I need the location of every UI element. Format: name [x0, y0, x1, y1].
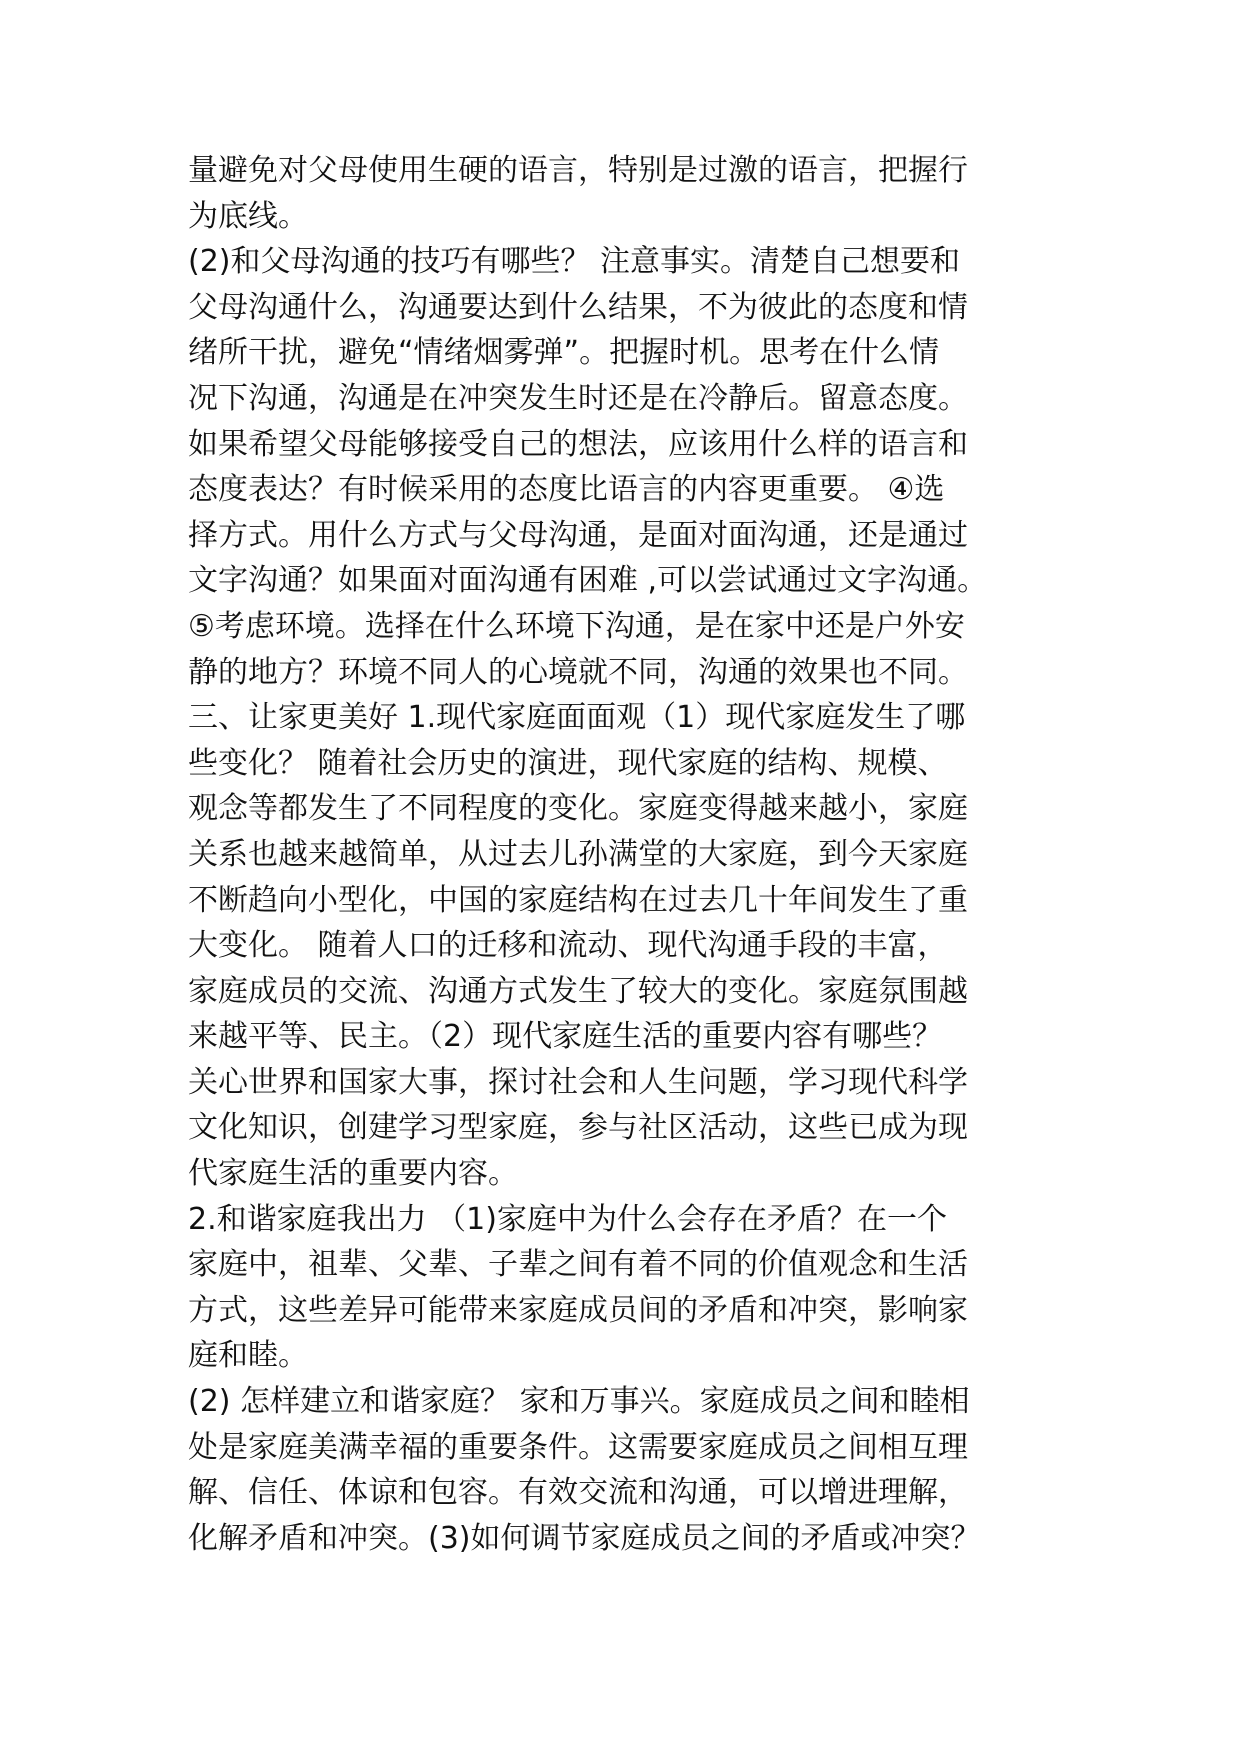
text-line: 些变化？ 随着社会历史的演进，现代家庭的结构、规模、: [188, 745, 948, 781]
text-line: (2)和父母沟通的技巧有哪些？ 注意事实。清楚自己想要和: [188, 244, 961, 280]
text-line: 不断趋向小型化，中国的家庭结构在过去几十年间发生了重: [188, 882, 968, 918]
text-line: 文化知识，创建学习型家庭，参与社区活动，这些已成为现: [188, 1110, 968, 1146]
text-line: 关心世界和国家大事，探讨社会和人生问题，学习现代科学: [188, 1064, 968, 1100]
text-line: 来越平等、民主。（2）现代家庭生活的重要内容有哪些？: [188, 1019, 943, 1055]
text-line: 关系也越来越简单，从过去儿孙满堂的大家庭，到今天家庭: [188, 836, 968, 872]
text-line: 文字沟通？如果面对面沟通有困难 ,可以尝试通过文字沟通。: [188, 563, 988, 599]
document-body: [188, 148, 1068, 1561]
text-line: 家庭中，祖辈、父辈、子辈之间有着不同的价值观念和生活: [188, 1247, 968, 1283]
text-line: 观念等都发生了不同程度的变化。家庭变得越来越小，家庭: [188, 791, 968, 827]
text-line: 如果希望父母能够接受自己的想法，应该用什么样的语言和: [188, 426, 968, 462]
text-line: 2.和谐家庭我出力 （1)家庭中为什么会存在矛盾？在一个: [188, 1201, 947, 1237]
text-line: 庭和睦。: [188, 1338, 308, 1374]
text-line: 为底线。: [188, 198, 308, 234]
text-line: 处是家庭美满幸福的重要条件。这需要家庭成员之间相互理: [188, 1429, 968, 1465]
text-line: 解、信任、体谅和包容。有效交流和沟通，可以增进理解，: [188, 1475, 968, 1511]
text-line: 静的地方？环境不同人的心境就不同，沟通的效果也不同。: [188, 654, 968, 690]
text-line: 家庭成员的交流、沟通方式发生了较大的变化。家庭氛围越: [188, 973, 968, 1009]
text-line: 方式，这些差异可能带来家庭成员间的矛盾和冲突，影响家: [188, 1292, 968, 1328]
text-line: 况下沟通，沟通是在冲突发生时还是在冷静后。留意态度。: [188, 380, 968, 416]
text-line: 择方式。用什么方式与父母沟通，是面对面沟通，还是通过: [188, 517, 968, 553]
text-line: 态度表达？有时候采用的态度比语言的内容更重要。 ④选: [188, 472, 945, 508]
text-line: 父母沟通什么，沟通要达到什么结果，不为彼此的态度和情: [188, 289, 968, 325]
text-line: 量避免对父母使用生硬的语言，特别是过激的语言，把握行: [188, 153, 968, 188]
text-line: ⑤考虑环境。选择在什么环境下沟通，是在家中还是户外安: [188, 608, 965, 644]
text-line: 代家庭生活的重要内容。: [188, 1156, 518, 1192]
text-line: 绪所干扰，避免“情绪烟雾弹”。把握时机。思考在什么情: [188, 335, 940, 371]
text-line: 化解矛盾和冲突。(3)如何调节家庭成员之间的矛盾或冲突？: [188, 1520, 981, 1556]
text-line: (2) 怎样建立和谐家庭？ 家和万事兴。家庭成员之间和睦相: [188, 1384, 970, 1420]
text-line: 大变化。 随着人口的迁移和流动、现代沟通手段的丰富，: [188, 928, 948, 964]
text-line: 三、让家更美好 1.现代家庭面面观（1）现代家庭发生了哪: [188, 700, 966, 736]
